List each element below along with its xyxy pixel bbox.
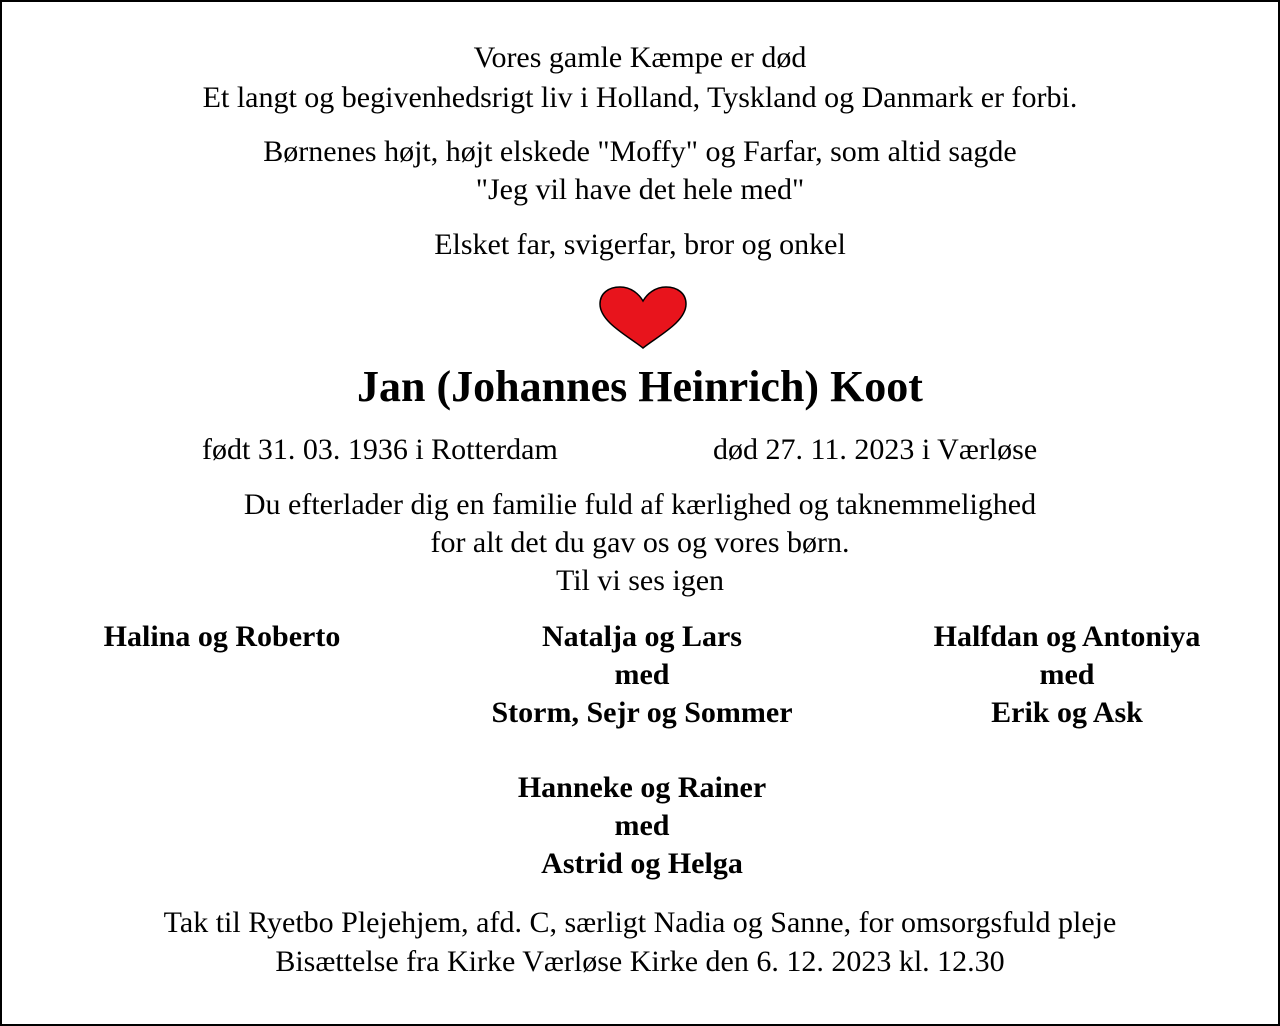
intro-line-5: Elsket far, svigerfar, bror og onkel xyxy=(434,228,846,261)
family-names: Halina og Roberto xyxy=(103,620,341,653)
message-line-2: for alt det du gav os og vores børn. xyxy=(430,526,850,559)
family-names: Halfdan og Antoniya xyxy=(933,620,1201,653)
family-names: Natalja og Lars xyxy=(542,620,742,653)
funeral-line: Bisættelse fra Kirke Værløse Kirke den 6. 12. 2023 kl. 12.30 xyxy=(275,945,1005,978)
family-group xyxy=(442,618,842,732)
family-children: Astrid og Helga xyxy=(541,847,743,880)
family-connector: med xyxy=(1039,658,1095,691)
message-line-1: Du efterlader dig en familie fuld af kærlighed og taknemmelighed xyxy=(243,488,1037,521)
intro-line-1: Vores gamle Kæmpe er død xyxy=(473,41,807,74)
family-connector: med xyxy=(614,809,670,842)
deceased-name: Jan (Johannes Heinrich) Koot xyxy=(357,362,923,411)
message-line-3: Til vi ses igen xyxy=(555,564,725,597)
family-connector: med xyxy=(614,658,670,691)
death-date: død 27. 11. 2023 i Værløse xyxy=(713,433,1038,466)
intro-line-2: Et langt og begivenhedsrigt liv i Holland, Tyskland og Danmark er forbi. xyxy=(202,81,1078,114)
family-names: Hanneke og Rainer xyxy=(517,771,767,804)
heart-icon xyxy=(598,286,688,350)
family-children: Erik og Ask xyxy=(991,696,1143,729)
thanks-line: Tak til Ryetbo Plejehjem, afd. C, særligt Nadia og Sanne, for omsorgsfuld pleje xyxy=(163,906,1117,939)
family-group xyxy=(442,769,842,883)
intro-line-4: "Jeg vil have det hele med" xyxy=(475,173,805,206)
birth-date: født 31. 03. 1936 i Rotterdam xyxy=(202,433,558,466)
family-group xyxy=(62,618,382,656)
intro-line-3: Børnenes højt, højt elskede "Moffy" og Farfar, som altid sagde xyxy=(263,135,1017,168)
family-children: Storm, Sejr og Sommer xyxy=(491,696,793,729)
family-group xyxy=(887,618,1247,732)
